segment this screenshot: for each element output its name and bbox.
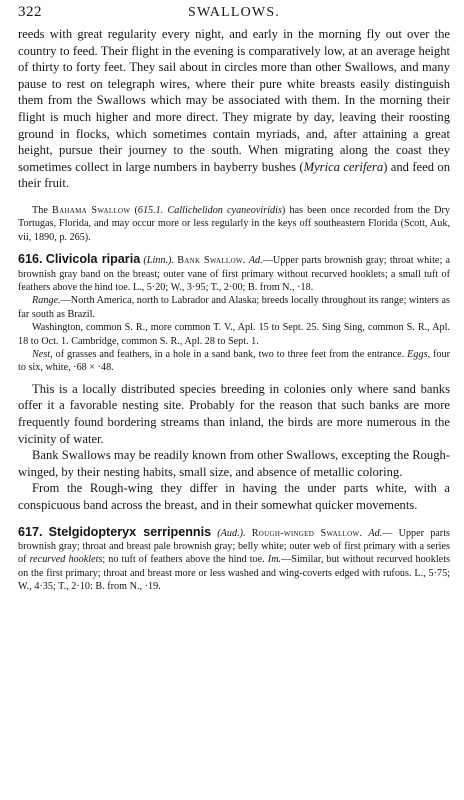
bahama-lead: The [32, 204, 52, 216]
intro-text: reeds with great regularity every night, and early in the morning fly out over the country to feed. Their flight in the evening is comparatively low, at an average height of thirty to forty feet. They sail about in circles more than other Swallows, and many pause to rest on telegraph wires, where their pure white breasts easily distinguish them from the Swallows which may be associated with them. In the morning their flight is much higher and more direct. They migrate by day, leaving their roosting ground in flocks, which sometimes contain myriads, and, after attaining a great height, pursue their journey to the south. When migrating along the coast they sometimes collect in large numbers in bayberry bushes ( [18, 27, 450, 174]
species-617-description-text: — Upper parts brownish gray; throat and breast pale brownish gray; belly white; outer web of first primary with a series of [18, 527, 450, 566]
intro-text-end: ) and feed on their fruit. [18, 159, 450, 191]
species-616-paragraph-1: This is a locally distributed species breeding in colonies only where sand banks offer it a favorable nesting site. Probably for the reason that such banks are more frequently found bordering streams than inland, the birds are more numerous in the vicinity of water. [18, 381, 450, 446]
bahama-mid: ( [130, 204, 138, 216]
nest-label: Nest, [32, 349, 53, 360]
species-616-nest [18, 348, 450, 375]
species-616-sci-name: Clivicola riparia [45, 252, 141, 267]
eggs-label: Eggs, [407, 349, 431, 360]
local-records-text: Washington, common S. R., more common T. V., Apl. 15 to Sept. 25. Sing Sing, common S. R., Apl. 18 to Oct. 1. Cambridge, common S. R., Apl. 28 to Sept. 1. [18, 322, 450, 347]
bahama-ref: 615.1. Callichelidon cyaneoviridis [137, 204, 282, 216]
species-616-paragraph-2: Bank Swallows may be readily known from other Swallows, excepting the Rough-winged, by their nesting habits, small size, and absence of metallic coloring. [18, 448, 450, 479]
species-616-description [18, 253, 450, 294]
species-617-sci-name: Stelgidopteryx serripennis [48, 524, 212, 539]
bahama-name: Bahama Swallow [51, 204, 131, 216]
species-617-description [18, 526, 450, 594]
species-616-description-text: —Upper parts brownish gray; throat white; a brownish gray band on the breast; outer vane of first primary without recurved hooklets; a small tuft of feathers above the hind toe. L., 5·20; W., 3·95; T., 2·00; B. from N., ·18. [18, 255, 451, 293]
immature-text: —Similar, but without recurved hooklets on the first primary; throat and breast more or less washed and wing-coverts edged with rufous. L., 5·75; W., 4·35; T., 2·10: B. from N., ·19. [18, 554, 450, 593]
species-616-range [18, 294, 450, 321]
species-617-description-text-2: ; no tuft of feathers above the hind toe. [102, 554, 268, 566]
bahama-swallow-note [18, 204, 450, 244]
range-label: Range. [32, 295, 61, 307]
species-617-adult-label: Ad. [368, 527, 383, 539]
nest-text: of grasses and feathers, in a hole in a sand bank, two to three feet from the entrance. [52, 349, 408, 360]
species-616-adult-label: Ad. [248, 255, 263, 267]
eggs-text: four to six, white, ·68 × ·48. [18, 349, 450, 374]
intro-paragraph [18, 26, 450, 192]
plant-name: Myrica cerifera [303, 159, 384, 174]
running-title: SWALLOWS. [187, 5, 281, 20]
page-number: 322 [18, 4, 42, 20]
range-text: —North America, north to Labrador and Alaska; breeds locally throughout its range; winters as far south as Brazil. [18, 295, 450, 320]
recurved-hooklets: recurved hooklets [29, 554, 103, 566]
species-616-local-records [18, 321, 450, 348]
species-616-number: 616. [18, 252, 43, 267]
species-616-common-name: Bank Swallow. [177, 255, 246, 267]
species-617-authority: (Aud.). [211, 527, 246, 539]
bahama-rest: ) has been once recorded from the Dry Tortugas, Florida, and may occur more or less regularly in the keys off southeastern Florida (Scott, Auk, vii, 1890, p. 265). [18, 204, 450, 243]
page-header [18, 0, 450, 26]
species-617-number: 617. [18, 524, 43, 539]
species-616-authority: (Linn.). [140, 255, 174, 267]
immature-label: Im. [267, 554, 282, 566]
species-617-common-name: Rough-winged Swallow. [251, 527, 363, 539]
species-616-paragraph-3: From the Rough-wing they differ in having the under parts white, with a conspicuous band across the breast, and in their somewhat quicker movements. [18, 481, 450, 512]
